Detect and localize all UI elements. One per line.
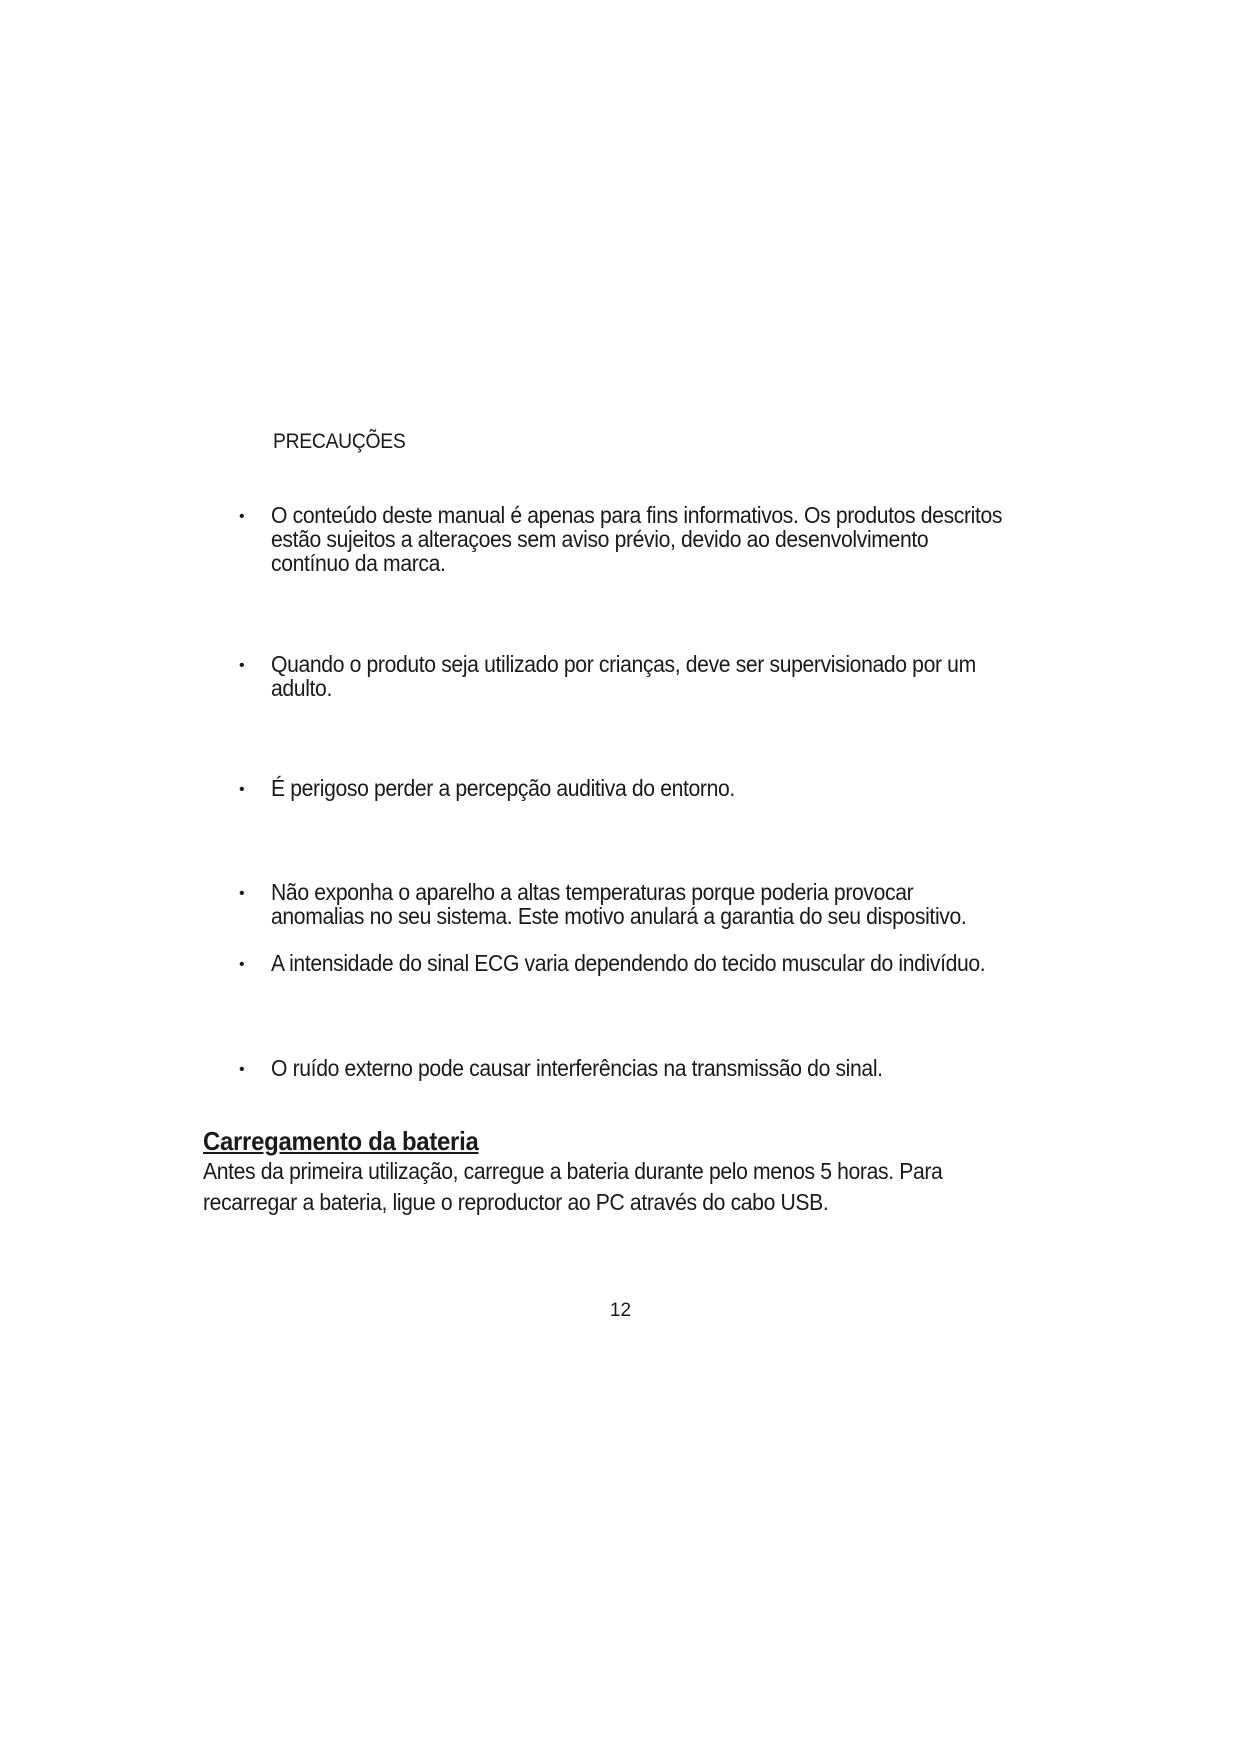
bullet-icon: • xyxy=(239,885,245,902)
bullet-icon: • xyxy=(239,508,245,525)
list-item-text: Não exponha o aparelho a altas temperaturas porque poderia provocar anomalias no seu sistema. Este motivo anulará a garantia do seu dispositivo. xyxy=(271,879,967,929)
battery-heading: Carregamento da bateria xyxy=(203,1126,479,1156)
precautions-title: PRECAUÇÕES xyxy=(273,430,406,453)
bullet-icon: • xyxy=(239,657,245,674)
bullet-icon: • xyxy=(239,1061,245,1078)
bullet-icon: • xyxy=(239,781,245,798)
list-item-text: O ruído externo pode causar interferências na transmissão do sinal. xyxy=(271,1055,883,1081)
list-item-text: Quando o produto seja utilizado por crianças, deve ser supervisionado por um adulto. xyxy=(271,651,976,701)
list-item-text: O conteúdo deste manual é apenas para fins informativos. Os produtos descritos estão sujeitos a alteraçoes sem aviso prévio, devido ao desenvolvimento contínuo da marca. xyxy=(271,502,1003,576)
list-item-text: É perigoso perder a percepção auditiva do entorno. xyxy=(271,775,735,801)
bullet-icon: • xyxy=(239,956,245,973)
list-item-text: A intensidade do sinal ECG varia dependendo do tecido muscular do indivíduo. xyxy=(271,950,986,976)
battery-body: Antes da primeira utilização, carregue a bateria durante pelo menos 5 horas. Para recarregar a bateria, ligue o reproductor ao PC através do cabo USB. xyxy=(203,1158,943,1215)
page-number: 12 xyxy=(609,1300,632,1321)
